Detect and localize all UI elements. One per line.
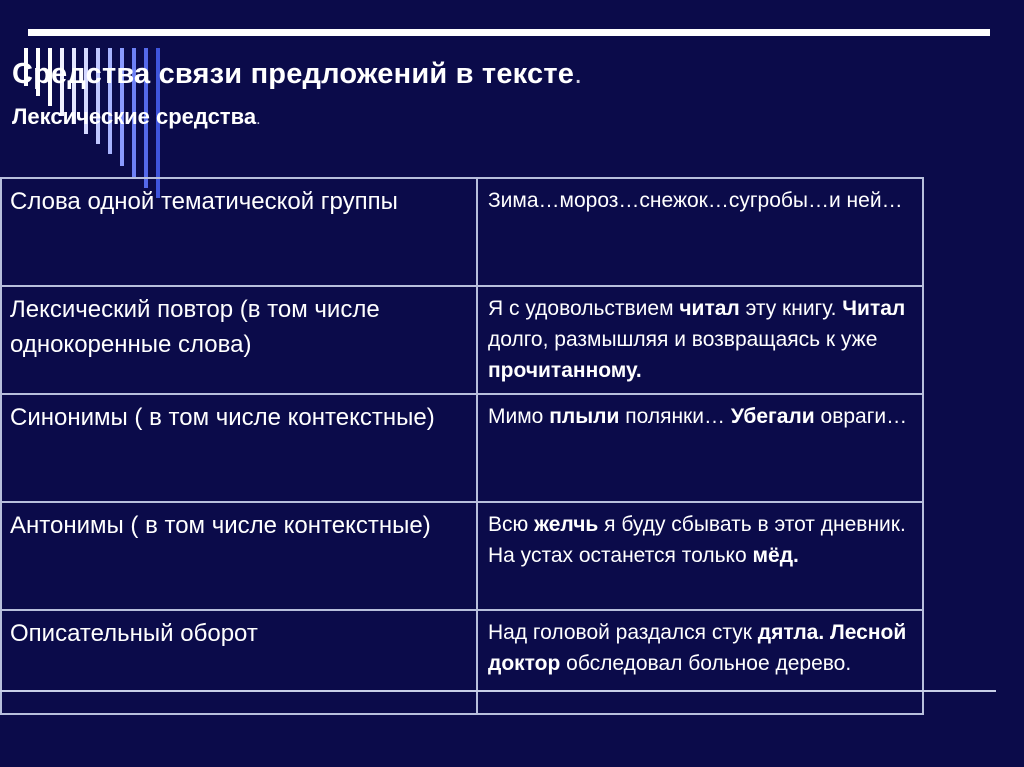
top-decorative-line	[28, 29, 990, 36]
example-fragment: эту книгу.	[739, 297, 843, 320]
slide-subtitle-text: Лексические средства	[12, 104, 257, 129]
highlighted-word: дятла.	[757, 621, 825, 644]
table-row	[1, 178, 923, 286]
example-fragment: Мимо	[488, 405, 550, 428]
slide-title	[12, 58, 582, 91]
term-cell: Синонимы ( в том числе контекстные)	[1, 394, 477, 502]
highlighted-word: плыли	[549, 405, 620, 428]
example-fragment: Зима…мороз…снежок…сугробы…и ней…	[488, 189, 903, 212]
highlighted-word: Лесной доктор	[488, 621, 907, 675]
highlighted-word: желчь	[534, 513, 599, 536]
example-text	[488, 297, 905, 382]
table-row	[1, 610, 923, 714]
term-cell: Лексический повтор (в том числе однокоренные слова)	[1, 286, 477, 394]
table-row	[1, 286, 923, 394]
example-fragment: Я с удовольствием	[488, 297, 680, 320]
slide-title-end: .	[574, 58, 583, 90]
example-text	[488, 513, 906, 567]
slide-subtitle-end: .	[256, 111, 261, 128]
example-fragment: обследовал больное дерево.	[560, 652, 852, 675]
term-cell: Слова одной тематической группы	[1, 178, 477, 286]
example-fragment: овраги…	[814, 405, 908, 428]
example-text	[488, 405, 907, 428]
slide-title-text: Средства связи предложений в тексте	[12, 58, 575, 90]
example-fragment: полянки…	[619, 405, 731, 428]
lexical-means-table	[0, 177, 924, 715]
term-cell: Антонимы ( в том числе контекстные)	[1, 502, 477, 610]
table-row	[1, 394, 923, 502]
slide-subtitle	[12, 104, 261, 130]
example-cell	[477, 610, 923, 714]
example-cell	[477, 394, 923, 502]
highlighted-word: Читал	[842, 297, 906, 320]
example-fragment: Над головой раздался стук	[488, 621, 758, 644]
example-fragment: Всю	[488, 513, 535, 536]
example-text	[488, 189, 903, 212]
bottom-decorative-line	[0, 690, 996, 692]
term-cell: Описательный оборот	[1, 610, 477, 714]
example-text	[488, 621, 906, 675]
example-fragment: долго, размышляя и возвращаясь к уже	[488, 328, 878, 351]
example-fragment: я буду сбывать в этот дневник. На устах останется только	[488, 513, 906, 567]
example-cell	[477, 286, 923, 394]
highlighted-word: прочитанному.	[488, 359, 642, 382]
highlighted-word: мёд.	[752, 544, 799, 567]
example-cell	[477, 178, 923, 286]
example-cell	[477, 502, 923, 610]
highlighted-word: читал	[679, 297, 740, 320]
table-row	[1, 502, 923, 610]
highlighted-word: Убегали	[730, 405, 815, 428]
